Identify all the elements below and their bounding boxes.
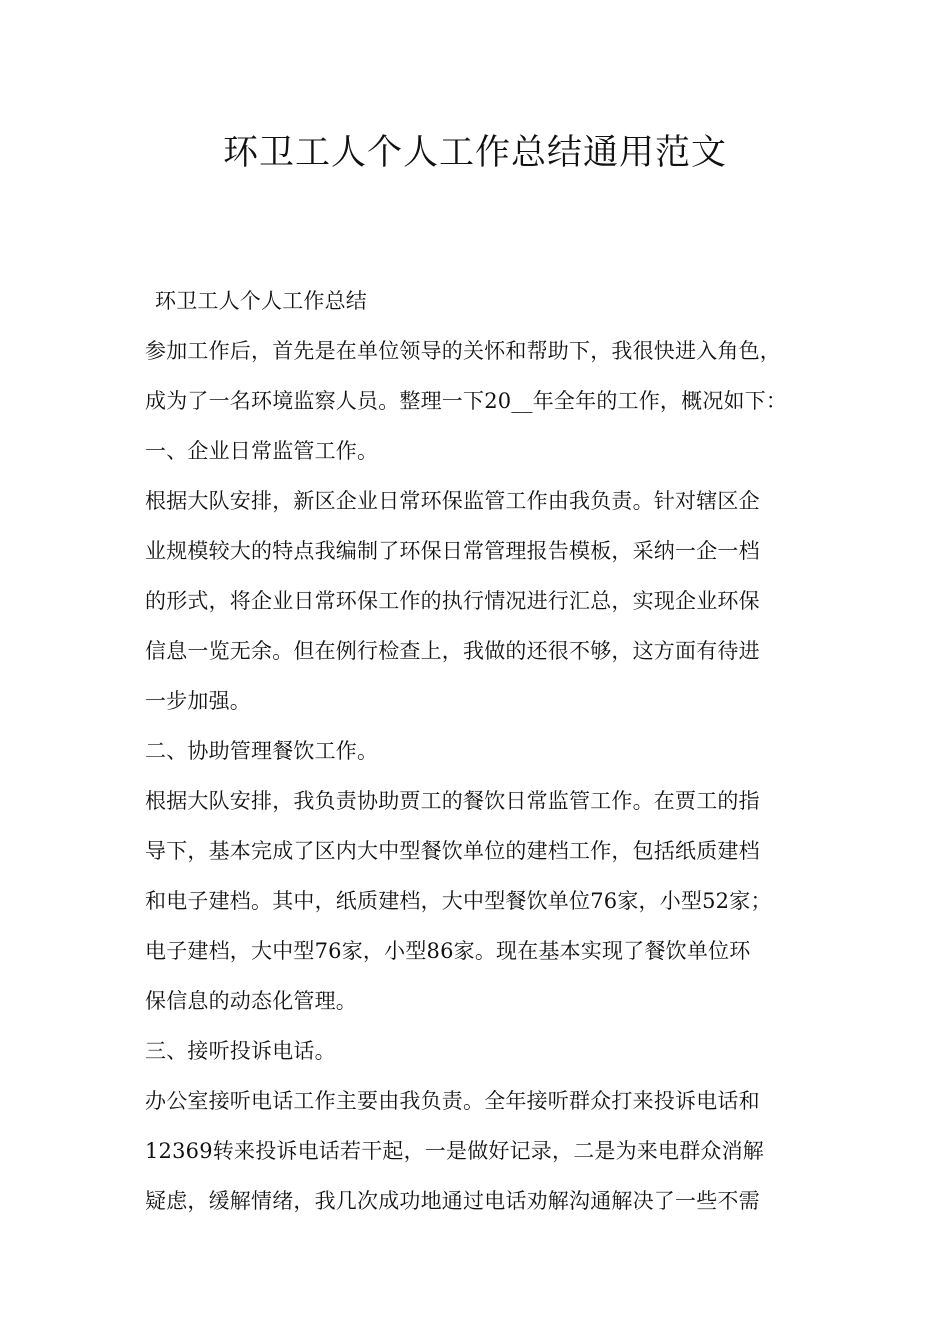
paragraph-line: 根据大队安排，我负责协助贾工的餐饮日常监管工作。在贾工的指 (145, 789, 760, 813)
paragraph-line: 和电子建档。其中，纸质建档，大中型餐饮单位76家，小型52家； (145, 889, 772, 913)
paragraph-line: 12369转来投诉电话若干起，一是做好记录，二是为来电群众消解 (145, 1139, 765, 1163)
section-heading: 一、企业日常监管工作。 (145, 439, 379, 463)
paragraph-line: 的形式，将企业日常环保工作的执行情况进行汇总，实现企业环保 (145, 589, 760, 613)
paragraph-line: 根据大队安排，新区企业日常环保监管工作由我负责。针对辖区企 (145, 489, 760, 513)
section-heading: 二、协助管理餐饮工作。 (145, 739, 379, 763)
paragraph-line: 参加工作后，首先是在单位领导的关怀和帮助下，我很快进入角色， (145, 339, 781, 363)
section-heading: 三、接听投诉电话。 (145, 1039, 336, 1063)
document-body (145, 276, 815, 1226)
paragraph-line: 办公室接听电话工作主要由我负责。全年接听群众打来投诉电话和 (145, 1089, 760, 1113)
paragraph-line: 导下，基本完成了区内大中型餐饮单位的建档工作，包括纸质建档 (145, 839, 760, 863)
paragraph-line: 一步加强。 (145, 689, 251, 713)
paragraph-line: 电子建档，大中型76家，小型86家。现在基本实现了餐饮单位环 (145, 939, 751, 963)
paragraph-line: 信息一览无余。但在例行检查上，我做的还很不够，这方面有待进 (145, 639, 760, 663)
paragraph-line: 保信息的动态化管理。 (145, 989, 357, 1013)
document-subtitle: 环卫工人个人工作总结 (155, 289, 367, 313)
paragraph-line: 成为了一名环境监察人员。整理一下20__年全年的工作，概况如下： (145, 389, 788, 413)
paragraph-line: 业规模较大的特点我编制了环保日常管理报告模板，采纳一企一档 (145, 539, 760, 563)
document-title: 环卫工人个人工作总结通用范文 (222, 133, 727, 173)
paragraph-line: 疑虑，缓解情绪，我几次成功地通过电话劝解沟通解决了一些不需 (145, 1189, 760, 1213)
